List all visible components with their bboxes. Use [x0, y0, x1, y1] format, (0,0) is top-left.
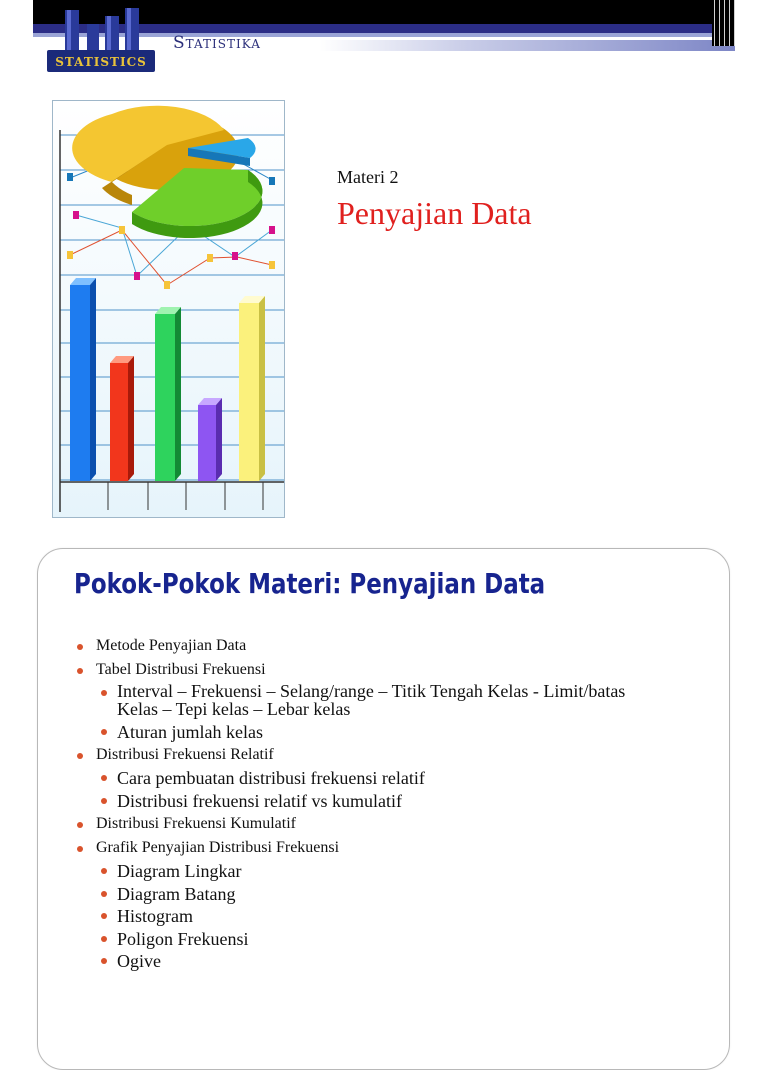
- bullet-icon: [101, 936, 107, 942]
- list-item: Histogram: [74, 905, 674, 928]
- statistics-logo: [45, 6, 157, 76]
- header-pattern: [712, 0, 735, 46]
- bullet-icon: [101, 958, 107, 964]
- bullet-icon: [101, 891, 107, 897]
- content-heading: Pokok-Pokok Materi: Penyajian Data: [74, 567, 546, 600]
- list-item: Diagram Batang: [74, 883, 674, 906]
- slide-subtitle: Materi 2: [337, 167, 399, 187]
- list-item: Distribusi Frekuensi Kumulatif: [74, 812, 674, 836]
- list-item: Distribusi frekuensi relatif vs kumulatif: [74, 790, 674, 813]
- bullet-icon: [101, 690, 107, 696]
- list-item: Metode Penyajian Data: [74, 634, 674, 658]
- list-item: Poligon Frekuensi: [74, 928, 674, 951]
- bullet-icon: [77, 822, 83, 828]
- bullet-icon: [101, 775, 107, 781]
- list-item: Grafik Penyajian Distribusi Frekuensi: [74, 836, 674, 860]
- slide-title: Penyajian Data: [337, 195, 532, 231]
- bullet-icon: [101, 798, 107, 804]
- list-item: Interval – Frekuensi – Selang/range – Titik Tengah Kelas - Limit/batas Kelas – Tepi kelas – Lebar kelas: [74, 682, 674, 721]
- bullet-icon: [77, 644, 83, 650]
- bullet-icon: [77, 846, 83, 852]
- topic-list: [74, 634, 674, 973]
- bullet-icon: [77, 668, 83, 674]
- list-item: Ogive: [74, 950, 674, 973]
- app-title: Statistika: [173, 33, 261, 53]
- chart-illustration: [52, 100, 285, 518]
- list-item: Cara pembuatan distribusi frekuensi relatif: [74, 767, 674, 790]
- bullet-icon: [77, 753, 83, 759]
- list-item: Diagram Lingkar: [74, 860, 674, 883]
- list-item: Distribusi Frekuensi Relatif: [74, 743, 674, 767]
- bullet-icon: [101, 868, 107, 874]
- header-gradient-bar: [320, 40, 735, 51]
- bullet-icon: [101, 913, 107, 919]
- bullet-icon: [101, 729, 107, 735]
- logo-text: STATISTICS: [55, 55, 147, 69]
- list-item: Aturan jumlah kelas: [74, 721, 674, 744]
- list-item: Tabel Distribusi Frekuensi: [74, 658, 674, 682]
